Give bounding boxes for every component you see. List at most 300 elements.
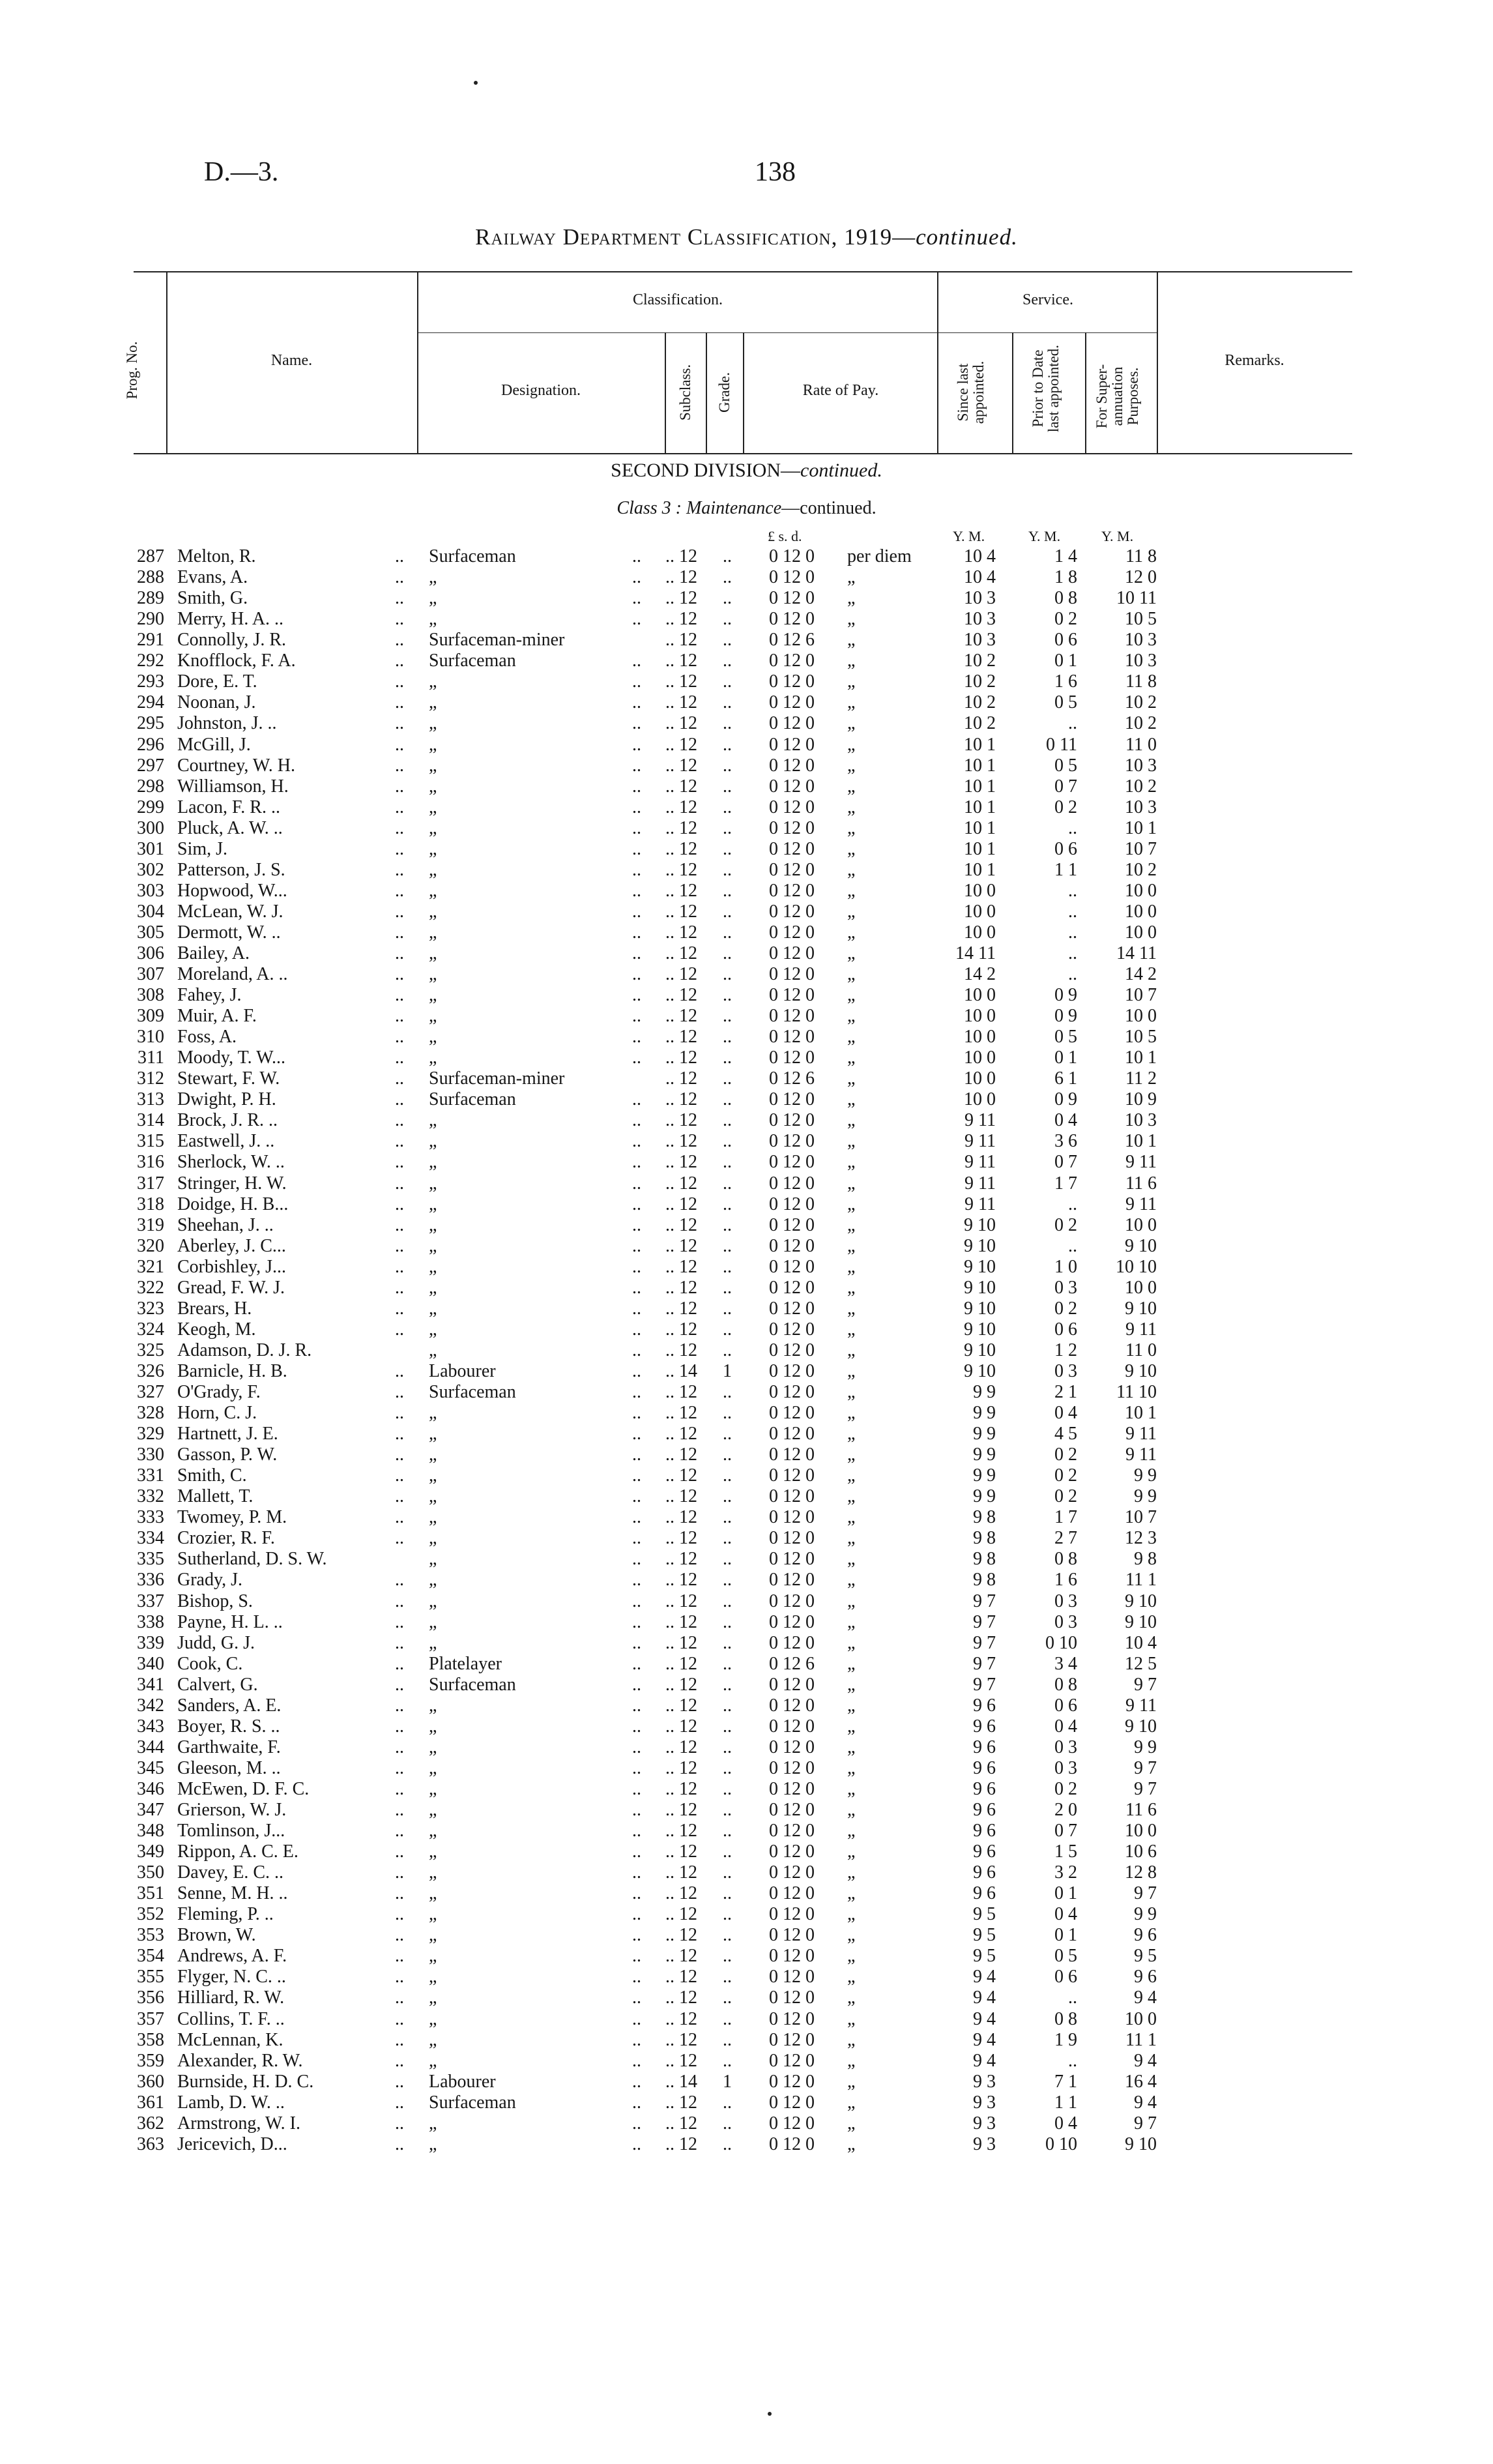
service-prior: 0 6 [1054, 1967, 1077, 1987]
employee-name: O'Grady, F. [177, 1382, 261, 1402]
service-since-last: 9 5 [973, 1904, 996, 1925]
service-since-last: 9 10 [964, 1214, 996, 1235]
rate-of-pay: 0 12 0 [769, 2134, 815, 2154]
subclass: .. 12 [665, 734, 697, 755]
table-row [0, 1612, 1493, 1633]
service-since-last: 9 5 [973, 1925, 996, 1946]
grade: .. [723, 1653, 732, 1674]
leader-dots: .. [395, 1653, 404, 1674]
service-prior: .. [1068, 1235, 1077, 1256]
designation: „ [429, 964, 437, 984]
leader-dots: .. [395, 1695, 404, 1716]
leader-dots: .. [632, 1841, 641, 1862]
grade: .. [723, 880, 732, 901]
service-since-last: 9 6 [973, 1695, 996, 1716]
employee-name: Burnside, H. D. C. [177, 2071, 314, 2092]
service-superannuation: 10 7 [1125, 838, 1157, 859]
employee-name: Brock, J. R. .. [177, 1110, 278, 1131]
employee-name: Grierson, W. J. [177, 1800, 287, 1820]
pay-basis: „ [847, 755, 856, 776]
designation: „ [429, 817, 437, 838]
prog-number: 290 [137, 609, 164, 630]
service-prior: 0 6 [1054, 630, 1077, 651]
subclass: .. 12 [665, 671, 697, 692]
table-row [0, 1779, 1493, 1800]
grade: .. [723, 1821, 732, 1841]
pay-basis: „ [847, 1757, 856, 1778]
rate-of-pay: 0 12 0 [769, 1611, 815, 1632]
service-prior: .. [1068, 713, 1077, 734]
subclass: .. 12 [665, 776, 697, 797]
leader-dots: .. [632, 859, 641, 880]
leader-dots: .. [395, 1821, 404, 1841]
designation: „ [429, 1152, 437, 1173]
designation: „ [429, 1110, 437, 1131]
designation: „ [429, 692, 437, 713]
speck-mark [768, 2412, 772, 2416]
header-mid-rule [417, 332, 1157, 333]
rule-after-subclass [706, 332, 707, 453]
service-superannuation: 10 7 [1125, 1507, 1157, 1528]
service-superannuation: 9 7 [1134, 1883, 1157, 1904]
employee-name: Rippon, A. C. E. [177, 1841, 298, 1862]
table-row [0, 1946, 1493, 1967]
service-prior: 0 3 [1054, 1360, 1077, 1381]
prog-number: 315 [137, 1131, 164, 1152]
rate-of-pay: 0 12 0 [769, 734, 815, 755]
grade: .. [723, 2029, 732, 2050]
leader-dots: .. [632, 1235, 641, 1256]
grade: .. [723, 651, 732, 671]
designation: Platelayer [429, 1653, 502, 1674]
employee-name: Doidge, H. B... [177, 1194, 289, 1214]
service-superannuation: 11 6 [1125, 1800, 1157, 1820]
service-superannuation: 11 1 [1125, 1570, 1157, 1591]
prog-number: 312 [137, 1068, 164, 1089]
table-row [0, 2009, 1493, 2030]
service-superannuation: 10 9 [1125, 1089, 1157, 1110]
table-row [0, 985, 1493, 1006]
grade: .. [723, 1800, 732, 1820]
designation: „ [429, 1862, 437, 1883]
service-superannuation: 9 10 [1125, 1716, 1157, 1737]
pay-basis: „ [847, 776, 856, 797]
designation: „ [429, 1194, 437, 1214]
service-prior: 0 2 [1054, 797, 1077, 817]
service-superannuation: 10 3 [1125, 1110, 1157, 1131]
service-prior: 1 6 [1054, 671, 1077, 692]
rate-of-pay: 0 12 0 [769, 1027, 815, 1048]
leader-dots: .. [632, 1778, 641, 1799]
leader-dots: .. [395, 1445, 404, 1465]
employee-name: Courtney, W. H. [177, 755, 295, 776]
service-since-last: 9 4 [973, 2050, 996, 2071]
table-row [0, 2113, 1493, 2134]
rate-of-pay: 0 12 6 [769, 1068, 815, 1089]
subclass: .. 12 [665, 1841, 697, 1862]
designation: Surfaceman [429, 651, 516, 671]
pay-basis: „ [847, 1277, 856, 1298]
pay-basis: „ [847, 1048, 856, 1068]
leader-dots: .. [395, 1173, 404, 1194]
col-prior-to-date: Prior to Date last appointed. [1030, 344, 1062, 433]
table-row [0, 630, 1493, 651]
table-row [0, 1006, 1493, 1027]
header-top-rule [134, 271, 1352, 272]
subclass: .. 12 [665, 943, 697, 963]
grade: .. [723, 2008, 732, 2029]
rate-of-pay: 0 12 0 [769, 1800, 815, 1820]
subclass: .. 12 [665, 1319, 697, 1340]
service-since-last: 9 11 [964, 1152, 996, 1173]
subclass: .. 12 [665, 1235, 697, 1256]
prog-number: 338 [137, 1611, 164, 1632]
service-since-last: 10 1 [964, 797, 996, 817]
service-superannuation: 9 4 [1134, 2092, 1157, 2113]
section-title-continued: continued. [800, 460, 882, 481]
service-prior: .. [1068, 922, 1077, 943]
employee-name: Corbishley, J... [177, 1256, 286, 1277]
prog-number: 362 [137, 2113, 164, 2134]
rate-of-pay: 0 12 0 [769, 546, 815, 566]
service-since-last: 9 7 [973, 1632, 996, 1653]
grade: .. [723, 817, 732, 838]
service-prior: 2 1 [1054, 1382, 1077, 1402]
employee-name: McLean, W. J. [177, 901, 283, 922]
section-title-main: SECOND DIVISION— [611, 460, 801, 481]
leader-dots: .. [395, 1987, 404, 2008]
subclass: .. 12 [665, 546, 697, 566]
rate-of-pay: 0 12 0 [769, 1925, 815, 1946]
employee-name: Gleeson, M. .. [177, 1757, 281, 1778]
designation: „ [429, 1027, 437, 1048]
pay-basis: „ [847, 2071, 856, 2092]
grade: .. [723, 1737, 732, 1757]
grade: .. [723, 546, 732, 566]
leader-dots: .. [632, 880, 641, 901]
service-prior: 0 2 [1054, 1214, 1077, 1235]
service-since-last: 9 11 [964, 1173, 996, 1194]
service-since-last: 9 9 [973, 1424, 996, 1445]
leader-dots: .. [632, 1716, 641, 1737]
rate-of-pay: 0 12 0 [769, 1862, 815, 1883]
leader-dots: .. [632, 1277, 641, 1298]
prog-number: 292 [137, 651, 164, 671]
service-superannuation: 10 2 [1125, 713, 1157, 734]
service-since-last: 9 9 [973, 1403, 996, 1424]
service-prior: .. [1068, 1987, 1077, 2008]
prog-number: 359 [137, 2050, 164, 2071]
designation: „ [429, 1277, 437, 1298]
designation: Surfaceman-miner [429, 1068, 565, 1089]
service-superannuation: 12 3 [1125, 1528, 1157, 1549]
service-superannuation: 10 1 [1125, 1403, 1157, 1424]
table-row [0, 1925, 1493, 1946]
grade: .. [723, 1277, 732, 1298]
grade: .. [723, 1194, 732, 1214]
service-prior: 0 6 [1054, 1695, 1077, 1716]
prog-number: 307 [137, 964, 164, 984]
pay-basis: „ [847, 1465, 856, 1486]
grade: .. [723, 1925, 732, 1946]
table-row [0, 671, 1493, 692]
col-service: Service. [1022, 291, 1073, 308]
table-row [0, 1821, 1493, 1841]
service-superannuation: 10 3 [1125, 755, 1157, 776]
prog-number: 347 [137, 1800, 164, 1820]
table-row [0, 1257, 1493, 1278]
grade: .. [723, 1445, 732, 1465]
table-row [0, 567, 1493, 588]
leader-dots: .. [632, 776, 641, 797]
service-superannuation: 9 9 [1134, 1737, 1157, 1757]
section-subtitle-main: Class 3 : Maintenance [616, 498, 782, 518]
employee-name: Barnicle, H. B. [177, 1360, 287, 1381]
service-since-last: 9 6 [973, 1757, 996, 1778]
col-classification: Classification. [633, 291, 723, 308]
grade: .. [723, 1298, 732, 1319]
table-row [0, 1403, 1493, 1424]
service-prior: 0 5 [1054, 692, 1077, 713]
service-since-last: 9 7 [973, 1591, 996, 1611]
designation: „ [429, 2029, 437, 2050]
grade: .. [723, 755, 732, 776]
prog-number: 301 [137, 838, 164, 859]
leader-dots: .. [632, 2113, 641, 2134]
rate-of-pay: 0 12 0 [769, 1006, 815, 1027]
designation: „ [429, 1549, 437, 1570]
service-superannuation: 10 1 [1125, 817, 1157, 838]
prog-number: 295 [137, 713, 164, 734]
rate-of-pay: 0 12 0 [769, 1235, 815, 1256]
employee-name: Hilliard, R. W. [177, 1987, 285, 2008]
service-since-last: 9 7 [973, 1611, 996, 1632]
service-prior: 3 6 [1054, 1131, 1077, 1152]
leader-dots: .. [632, 2029, 641, 2050]
employee-name: Grady, J. [177, 1570, 243, 1591]
service-since-last: 9 10 [964, 1360, 996, 1381]
leader-dots: .. [632, 838, 641, 859]
grade: .. [723, 1486, 732, 1507]
leader-dots: .. [632, 1507, 641, 1528]
grade: .. [723, 692, 732, 713]
rule-after-designation [665, 332, 666, 453]
employee-name: Smith, C. [177, 1465, 247, 1486]
service-superannuation: 14 2 [1125, 964, 1157, 984]
leader-dots: .. [395, 943, 404, 963]
designation: „ [429, 1611, 437, 1632]
pay-basis: „ [847, 1632, 856, 1653]
pay-basis: „ [847, 713, 856, 734]
subclass: .. 12 [665, 1507, 697, 1528]
designation: „ [429, 1214, 437, 1235]
rate-of-pay: 0 12 0 [769, 2113, 815, 2134]
prog-number: 350 [137, 1862, 164, 1883]
table-row [0, 2051, 1493, 2072]
leader-dots: .. [395, 1925, 404, 1946]
service-since-last: 9 3 [973, 2071, 996, 2092]
subclass: .. 12 [665, 2008, 697, 2029]
service-prior: 0 7 [1054, 1821, 1077, 1841]
service-prior: 0 9 [1054, 1006, 1077, 1027]
table-row [0, 735, 1493, 755]
table-row [0, 1194, 1493, 1215]
rate-of-pay: 0 12 0 [769, 838, 815, 859]
grade: .. [723, 1006, 732, 1027]
rate-of-pay: 0 12 0 [769, 2008, 815, 2029]
leader-dots: .. [632, 2134, 641, 2154]
pay-basis: „ [847, 817, 856, 838]
table-row [0, 651, 1493, 671]
grade: .. [723, 1340, 732, 1360]
employee-name: Sherlock, W. .. [177, 1152, 285, 1173]
grade: .. [723, 567, 732, 587]
leader-dots: .. [632, 1382, 641, 1402]
grade: .. [723, 1757, 732, 1778]
pay-basis: „ [847, 1340, 856, 1360]
service-since-last: 14 2 [964, 964, 996, 984]
grade: .. [723, 1841, 732, 1862]
designation: „ [429, 734, 437, 755]
service-superannuation: 9 10 [1125, 1360, 1157, 1381]
leader-dots: .. [632, 1006, 641, 1027]
pay-basis: „ [847, 1256, 856, 1277]
service-superannuation: 11 8 [1125, 546, 1157, 566]
section-subtitle [0, 498, 1493, 519]
employee-name: Davey, E. C. .. [177, 1862, 284, 1883]
service-since-last: 10 1 [964, 776, 996, 797]
leader-dots: .. [395, 1424, 404, 1445]
grade: .. [723, 1716, 732, 1737]
service-superannuation: 9 11 [1125, 1695, 1157, 1716]
prog-number: 329 [137, 1424, 164, 1445]
service-since-last: 9 6 [973, 1778, 996, 1799]
rate-of-pay: 0 12 0 [769, 692, 815, 713]
designation: „ [429, 2050, 437, 2071]
subclass: .. 12 [665, 1298, 697, 1319]
grade: .. [723, 964, 732, 984]
rate-of-pay: 0 12 0 [769, 1256, 815, 1277]
grade: .. [723, 1674, 732, 1695]
service-superannuation: 9 9 [1134, 1904, 1157, 1925]
service-since-last: 9 6 [973, 1737, 996, 1757]
rule-after-name [417, 271, 418, 453]
prog-number: 294 [137, 692, 164, 713]
prog-number: 332 [137, 1486, 164, 1507]
service-prior: 0 2 [1054, 1778, 1077, 1799]
service-since-last: 10 1 [964, 859, 996, 880]
service-prior: 0 4 [1054, 1110, 1077, 1131]
employee-name: Stringer, H. W. [177, 1173, 287, 1194]
prog-number: 288 [137, 567, 164, 587]
pay-basis: „ [847, 2113, 856, 2134]
designation: „ [429, 1173, 437, 1194]
pay-basis: „ [847, 838, 856, 859]
subclass: .. 12 [665, 1611, 697, 1632]
leader-dots: .. [395, 838, 404, 859]
subclass: .. 12 [665, 2092, 697, 2113]
rate-of-pay: 0 12 0 [769, 1277, 815, 1298]
table-row [0, 922, 1493, 943]
service-prior: .. [1068, 964, 1077, 984]
table-row [0, 1654, 1493, 1675]
grade: .. [723, 2113, 732, 2134]
table-row [0, 1068, 1493, 1089]
prog-number: 310 [137, 1027, 164, 1048]
pay-basis: „ [847, 1987, 856, 2008]
service-prior: 1 8 [1054, 567, 1077, 587]
employee-name: Sutherland, D. S. W. [177, 1549, 327, 1570]
leader-dots: .. [395, 901, 404, 922]
prog-number: 300 [137, 817, 164, 838]
service-prior: 6 1 [1054, 1068, 1077, 1089]
pay-basis: „ [847, 2029, 856, 2050]
leader-dots: .. [395, 671, 404, 692]
service-since-last: 9 10 [964, 1319, 996, 1340]
service-superannuation: 10 0 [1125, 880, 1157, 901]
service-superannuation: 9 6 [1134, 1925, 1157, 1946]
section-title [0, 460, 1493, 482]
leader-dots: .. [632, 1757, 641, 1778]
service-superannuation: 9 10 [1125, 1298, 1157, 1319]
rate-of-pay: 0 12 0 [769, 1507, 815, 1528]
service-since-last: 9 9 [973, 1465, 996, 1486]
grade: .. [723, 985, 732, 1005]
rate-of-pay: 0 12 0 [769, 1110, 815, 1131]
leader-dots: .. [632, 1883, 641, 1904]
grade: .. [723, 609, 732, 630]
prog-number: 328 [137, 1403, 164, 1424]
employee-name: Gread, F. W. J. [177, 1277, 285, 1298]
pay-basis: „ [847, 2050, 856, 2071]
service-superannuation: 10 2 [1125, 692, 1157, 713]
subclass: .. 12 [665, 1632, 697, 1653]
grade: .. [723, 2134, 732, 2154]
service-superannuation: 9 10 [1125, 1591, 1157, 1611]
prog-number: 335 [137, 1549, 164, 1570]
pay-basis: „ [847, 880, 856, 901]
prog-number: 296 [137, 734, 164, 755]
rate-of-pay: 0 12 0 [769, 1089, 815, 1110]
pay-basis: „ [847, 2008, 856, 2029]
grade: .. [723, 1382, 732, 1402]
leader-dots: .. [395, 1360, 404, 1381]
service-superannuation: 11 0 [1125, 1340, 1157, 1360]
table-row [0, 1319, 1493, 1340]
service-superannuation: 11 8 [1125, 671, 1157, 692]
rate-of-pay: 0 12 6 [769, 630, 815, 651]
employee-name: Brears, H. [177, 1298, 252, 1319]
leader-dots: .. [632, 1089, 641, 1110]
grade: .. [723, 1048, 732, 1068]
rate-of-pay: 0 12 0 [769, 1048, 815, 1068]
leader-dots: .. [395, 1674, 404, 1695]
grade: 1 [723, 1360, 732, 1381]
service-superannuation: 9 10 [1125, 2134, 1157, 2154]
leader-dots: .. [632, 671, 641, 692]
leader-dots: .. [395, 985, 404, 1005]
employee-name: Eastwell, J. .. [177, 1131, 275, 1152]
prog-number: 343 [137, 1716, 164, 1737]
employee-name: Collins, T. F. .. [177, 2008, 285, 2029]
prog-number: 299 [137, 797, 164, 817]
leader-dots: .. [632, 901, 641, 922]
table-row [0, 1675, 1493, 1695]
service-since-last: 10 1 [964, 755, 996, 776]
prog-number: 342 [137, 1695, 164, 1716]
table-row [0, 1737, 1493, 1758]
prog-number: 356 [137, 1987, 164, 2008]
